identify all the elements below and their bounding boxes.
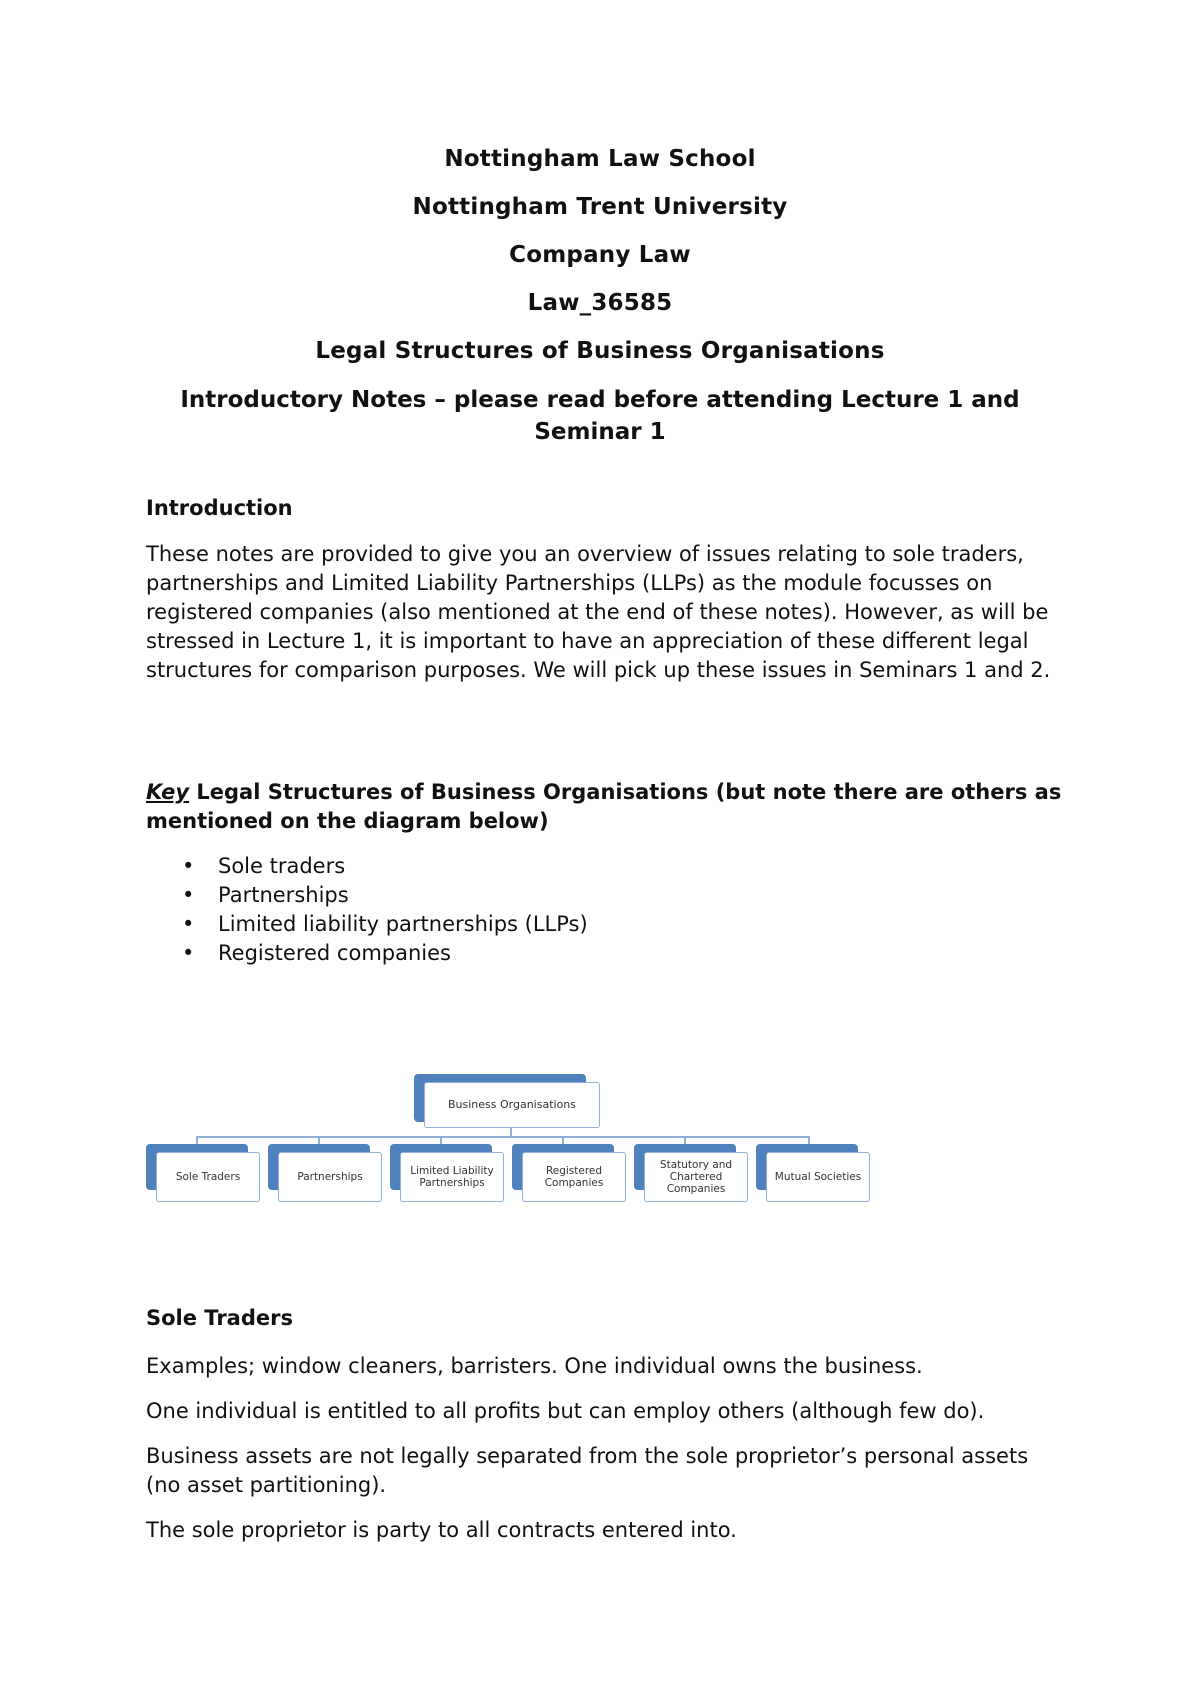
diagram-node-label: Limited Liability Partnerships	[400, 1152, 504, 1202]
module-code: Law_36585	[527, 290, 673, 316]
list-item	[146, 910, 588, 939]
diagram-node-label: Sole Traders	[156, 1152, 260, 1202]
module-title: Company Law	[509, 242, 691, 268]
bullet-glyph: •	[182, 912, 195, 936]
list-item-text: Registered companies	[218, 941, 451, 965]
list-item	[146, 852, 588, 881]
notes-title: Introductory Notes – please read before attending Lecture 1 and Seminar 1	[180, 387, 1020, 445]
sole-traders-heading: Sole Traders	[146, 1306, 293, 1330]
list-item-text: Limited liability partnerships (LLPs)	[218, 912, 588, 936]
bullet-glyph: •	[182, 854, 195, 878]
bullet-glyph: •	[182, 883, 195, 907]
diagram-node-statutory-chartered	[634, 1144, 748, 1202]
introduction-paragraph	[146, 540, 1076, 685]
sole-traders-line: One individual is entitled to all profits but can employ others (although few do).	[146, 1399, 985, 1423]
school-title: Nottingham Law School	[444, 146, 756, 172]
diagram-node-label: Partnerships	[278, 1152, 382, 1202]
diagram-node-partnerships	[268, 1144, 382, 1202]
diagram-root-node	[414, 1074, 600, 1130]
key-word: Key	[146, 780, 190, 804]
list-item-text: Partnerships	[218, 883, 349, 907]
structures-list	[146, 852, 588, 968]
introduction-heading: Introduction	[146, 496, 293, 520]
university-title: Nottingham Trent University	[412, 194, 788, 220]
topic-title: Legal Structures of Business Organisations	[315, 338, 885, 364]
diagram-node-label: Registered Companies	[522, 1152, 626, 1202]
diagram-node-mutual-societies	[756, 1144, 870, 1202]
diagram-node-label: Mutual Societies	[766, 1152, 870, 1202]
diagram-root-label: Business Organisations	[424, 1082, 600, 1128]
diagram-node-label: Statutory and Chartered Companies	[644, 1152, 748, 1202]
key-structures-heading	[146, 778, 1076, 836]
sole-traders-line: Business assets are not legally separated from the sole proprietor’s personal assets (no asset partitioning).	[146, 1444, 1029, 1497]
sole-traders-line: The sole proprietor is party to all contracts entered into.	[146, 1518, 737, 1542]
connector-horizontal	[196, 1136, 810, 1138]
diagram-node-sole-traders	[146, 1144, 260, 1202]
diagram-node-registered-companies	[512, 1144, 626, 1202]
diagram-node-llps	[390, 1144, 504, 1202]
bullet-glyph: •	[182, 941, 195, 965]
introduction-text: These notes are provided to give you an overview of issues relating to sole traders, partnerships and Limited Liability Partnerships (LLPs) as the module focusses on registered companies (also mentioned at the end of these notes). However, as will be stressed in Lecture 1, it is important to have an appreciation of these different legal structures for comparison purposes. We will pick up these issues in Seminars 1 and 2.	[146, 542, 1051, 682]
list-item	[146, 939, 588, 968]
list-item-text: Sole traders	[218, 854, 346, 878]
key-heading-rest: Legal Structures of Business Organisations (but note there are others as mentioned on the diagram below)	[146, 780, 1062, 833]
list-item	[146, 881, 588, 910]
sole-traders-line: Examples; window cleaners, barristers. One individual owns the business.	[146, 1354, 923, 1378]
